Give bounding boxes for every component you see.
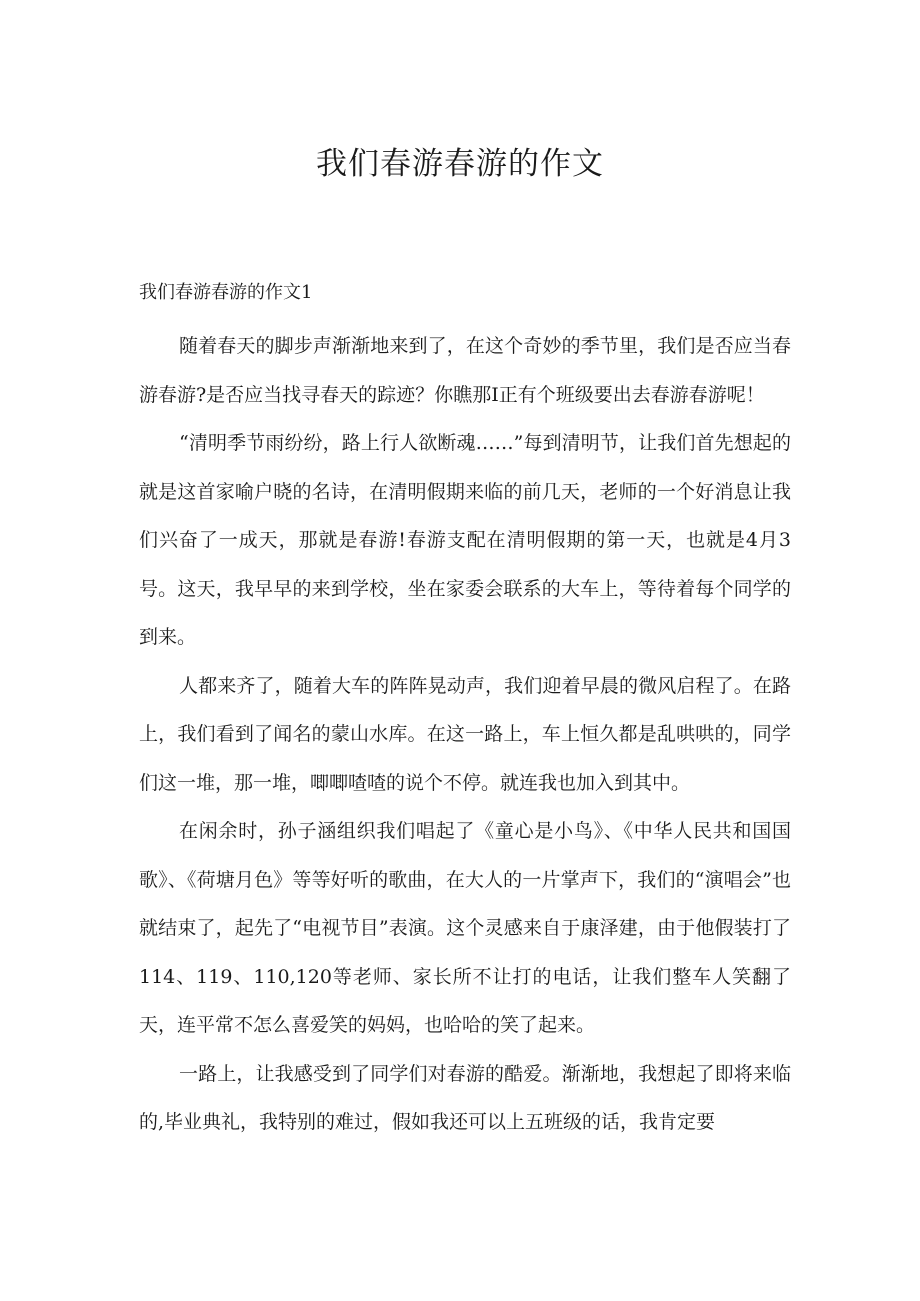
paragraph-1: 随着春天的脚步声渐渐地来到了，在这个奇妙的季节里，我们是否应当春游春游?是否应当找寻春天的踪迹？你瞧那I正有个班级要出去春游春游呢！ xyxy=(139,335,791,406)
document-title: 我们春游春游的作文 xyxy=(316,146,604,182)
paragraph-2: “清明季节雨纷纷，路上行人欲断魂……”每到清明节，让我们首先想起的就是这首家喻户晓的名诗，在清明假期来临的前几天，老师的一个好消息让我们兴奋了一成天，那就是春游!春游支配在清明假期的第一天，也就是4月3号。这天，我早早的来到学校，坐在家委会联系的大车上，等待着每个同学的到来。 xyxy=(139,432,791,648)
paragraph-5: 一路上，让我感受到了同学们对春游的酷爱。渐渐地，我想起了即将来临的,毕业典礼，我特别的难过，假如我还可以上五班级的话，我肯定要 xyxy=(139,1062,791,1133)
paragraph-4: 在闲余时，孙子涵组织我们唱起了《童心是小鸟》、《中华人民共和国国歌》、《荷塘月色》等等好听的歌曲，在大人的一片掌声下，我们的“演唱会”也就结束了，起先了“电视节目”表演。这个灵感来自于康泽建，由于他假装打了114、119、110,120等老师、家长所不让打的电话，让我们整车人笑翻了天，连平常不怎么喜爱笑的妈妈，也哈哈的笑了起来。 xyxy=(139,820,791,1036)
section-heading: 我们春游春游的作文1 xyxy=(139,282,313,303)
paragraph-3: 人都来齐了，随着大车的阵阵晃动声，我们迎着早晨的微风启程了。在路上，我们看到了闻名的蒙山水库。在这一路上，车上恒久都是乱哄哄的，同学们这一堆，那一堆，唧唧喳喳的说个不停。就连我也加入到其中。 xyxy=(139,674,791,794)
essay-body xyxy=(139,322,791,1147)
